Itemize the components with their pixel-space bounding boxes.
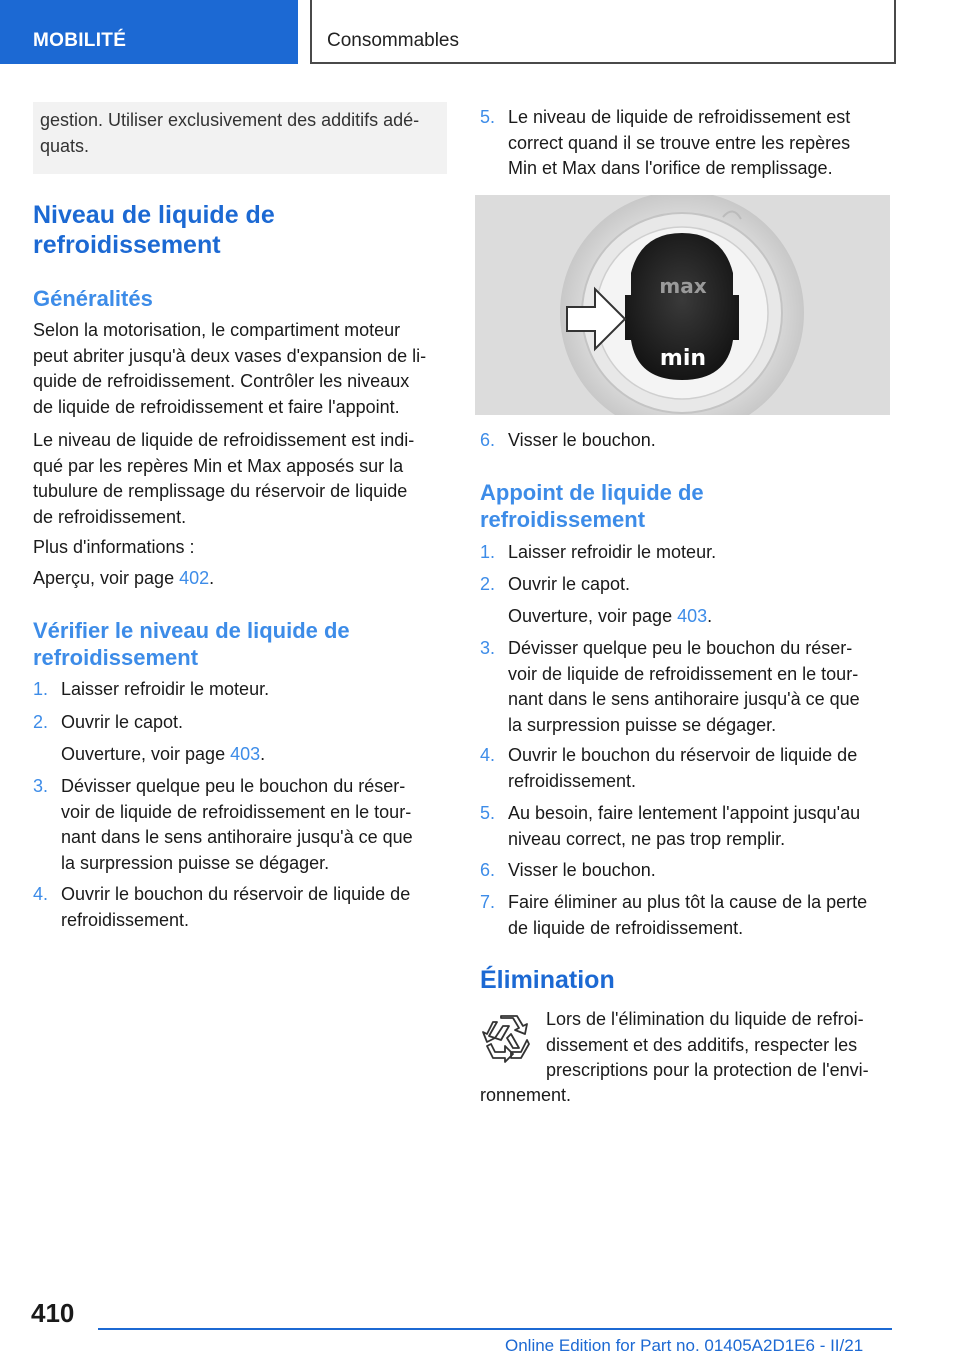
opening-ref-end: . [707, 606, 713, 626]
overview-ref-end: . [209, 568, 215, 588]
list-number: 6. [480, 860, 496, 880]
header-section-tab [0, 0, 298, 64]
list-text: Ouvrir le bouchon du réservoir de liquide de refroidissement. [508, 745, 858, 791]
heading-topping-up: Appoint de liquide de refroidissement [480, 480, 704, 532]
list-text: Ouvrir le capot. [508, 574, 631, 594]
list-number: 5. [480, 107, 496, 127]
list-text: Visser le bouchon. [508, 430, 656, 450]
header-chapter-box [310, 0, 896, 64]
page-link-403[interactable]: 403 [677, 606, 708, 626]
list-text: Laisser refroidir le moteur. [61, 679, 270, 699]
min-mark-label: min [659, 346, 707, 371]
list-number: 1. [480, 542, 496, 562]
list-text: Ouvrir le bouchon du réservoir de liquide de refroidissement. [61, 884, 411, 930]
opening-ref-text: Ouverture, voir page [61, 744, 231, 764]
list-number: 2. [480, 574, 496, 594]
list-text: Visser le bouchon. [508, 860, 656, 880]
list-text: Dévisser quelque peu le bouchon du réser- voir de liquide de refroidissement en le tour- nant dans le sens antihoraire jusqu'à ce que la surpression puisse se dégager. [508, 638, 860, 735]
list-number: 6. [480, 430, 496, 450]
paragraph-general-1: Selon la motorisation, le compartiment moteur peut abriter jusqu'à deux vases d'expansion de li- quide de refroidissement. Contrôler les niveaux de liquide de refroidissement et faire l'appoint. [33, 320, 427, 417]
list-text: Au besoin, faire lentement l'appoint jusqu'au niveau correct, ne pas trop remplir. [508, 803, 861, 849]
list-number: 7. [480, 892, 496, 912]
list-text [508, 604, 712, 630]
list-text: Dévisser quelque peu le bouchon du réser- voir de liquide de refroidissement en le tour- nant dans le sens antihoraire jusqu'à ce que la surpression puisse se dégager. [61, 776, 413, 873]
list-number: 4. [480, 745, 496, 765]
note-text: gestion. Utiliser exclusivement des additifs adé- quats. [40, 110, 420, 156]
footer-rule [98, 1328, 892, 1330]
paragraph-disposal-end: ronnement. [480, 1085, 572, 1105]
page-link-403[interactable]: 403 [230, 744, 261, 764]
paragraph-overview-ref [33, 566, 214, 592]
overview-ref-text: Aperçu, voir page [33, 568, 180, 588]
opening-ref-end: . [260, 744, 266, 764]
list-number: 1. [33, 679, 49, 699]
coolant-filler-photo [475, 195, 890, 415]
list-number: 5. [480, 803, 496, 823]
paragraph-more-info: Plus d'informations : [33, 537, 195, 557]
heading-general: Généralités [33, 286, 153, 311]
page-link-402[interactable]: 402 [179, 568, 210, 588]
max-mark-label: max [659, 274, 707, 298]
recycle-icon [481, 1012, 533, 1064]
paragraph-disposal: Lors de l'élimination du liquide de refroi- dissement et des additifs, respecter les prescriptions pour la protection de l'envi- [546, 1009, 869, 1080]
list-number: 2. [33, 712, 49, 732]
page-number: 410 [31, 1298, 75, 1328]
header-chapter-label: Consommables [327, 30, 459, 51]
header-section-label: MOBILITÉ [33, 30, 127, 51]
list-number: 4. [33, 884, 49, 904]
list-text [61, 742, 265, 768]
list-text: Le niveau de liquide de refroidissement est correct quand il se trouve entre les repères Min et Max dans l'orifice de remplissage. [508, 107, 851, 178]
footer-edition: Online Edition for Part no. 01405A2D1E6 - II/21 [505, 1336, 864, 1355]
heading-coolant-level: Niveau de liquide de refroidissement [33, 201, 275, 259]
heading-check-level: Vérifier le niveau de liquide de refroidissement [33, 618, 350, 670]
filler-neck-illustration [475, 195, 890, 415]
list-number: 3. [33, 776, 49, 796]
list-text: Ouvrir le capot. [61, 712, 184, 732]
note-box [33, 102, 447, 174]
opening-ref-text: Ouverture, voir page [508, 606, 678, 626]
paragraph-general-2: Le niveau de liquide de refroidissement est indi- qué par les repères Min et Max apposés sur la tubulure de remplissage du réservoir de liquide de refroidissement. [33, 430, 415, 527]
heading-disposal: Élimination [480, 966, 615, 994]
list-text: Faire éliminer au plus tôt la cause de la perte de liquide de refroidissement. [508, 892, 868, 938]
list-number: 3. [480, 638, 496, 658]
list-text: Laisser refroidir le moteur. [508, 542, 717, 562]
